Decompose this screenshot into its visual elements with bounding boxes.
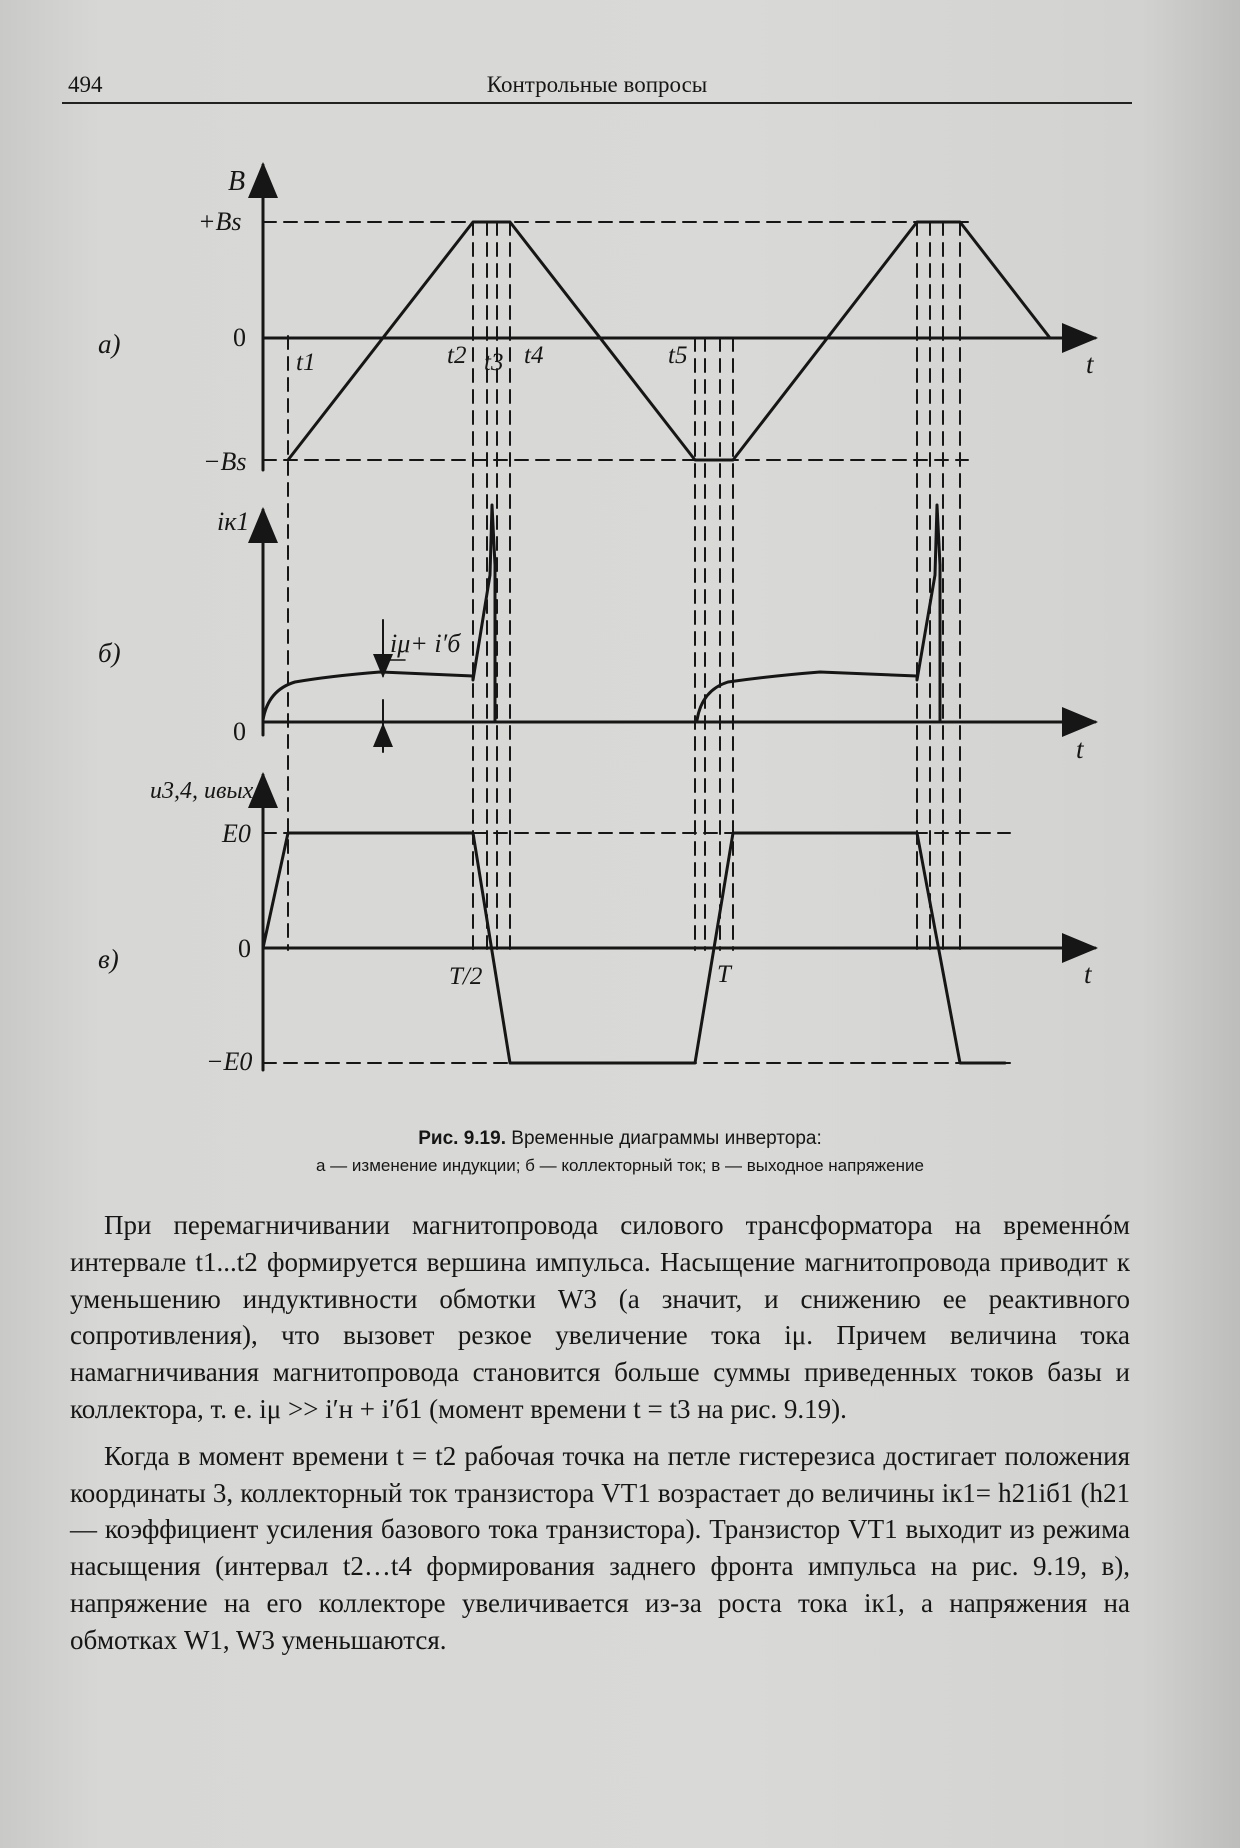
panel-a-x-axis-label: t (1086, 349, 1094, 379)
collector-current-pulse-1 (263, 505, 495, 722)
body-text (70, 1207, 1130, 1669)
time-label-t5: t5 (668, 342, 688, 369)
panel-c-tick-minus-e0: −E0 (206, 1047, 253, 1076)
panel-c-x-axis-label: t (1084, 959, 1092, 989)
time-label-t1: t1 (296, 349, 316, 376)
panel-a-tick-plus-bs: +Bs (198, 207, 242, 236)
figure-caption (90, 1128, 1150, 1150)
panel-c-tick-zero: 0 (238, 934, 251, 963)
figure-number: Рис. 9.19. (418, 1128, 506, 1149)
panel-b-y-axis-label: iк1 (217, 507, 250, 536)
induction-waveform (288, 222, 1050, 460)
panel-a-tick-zero: 0 (233, 323, 246, 352)
figure-title: Временные диаграммы инвертора: (511, 1128, 822, 1149)
running-title: Контрольные вопросы (486, 72, 708, 97)
panel-c-y-axis-label: u3,4, uвых (150, 778, 254, 804)
panel-a-label: а) (98, 329, 121, 359)
paragraph: Когда в момент времени t = t2 рабочая точка на петле гистерезиса достигает положения координаты 3, коллекторный ток транзистора VT1 возрастает до величины iк1= h21iб1 (h21 — коэффициент усиления базового тока транзистора). Транзистор VT1 выходит из режима насыщения (интервал t2…t4 формирования заднего фронта импульса на рис. 9.19, в), напряжение на его коллекторе увеличивается из-за роста тока iк1, а напряжения на обмотках W1, W3 уменьшаются. (70, 1440, 1130, 1655)
time-label-t3: t3 (484, 349, 504, 376)
time-label-t4: t4 (524, 342, 544, 369)
panel-b-tick-zero: 0 (233, 717, 246, 746)
panel-c-tick-e0: E0 (222, 819, 251, 848)
panel-c-label: в) (98, 944, 119, 974)
panel-a-y-axis-label: B (228, 166, 246, 197)
panel-b-label: б) (98, 638, 121, 668)
time-label-half-period: T/2 (449, 963, 483, 990)
current-annotation-label: iμ+ i′б (390, 629, 461, 658)
figure-subcaption: а — изменение индукции; б — коллекторный ток; в — выходное напряжение (316, 1156, 924, 1175)
panel-b-x-axis-label: t (1076, 734, 1084, 764)
panel-a-tick-minus-bs: −Bs (203, 447, 247, 476)
time-label-t2: t2 (447, 342, 467, 369)
time-label-period: T (717, 961, 731, 988)
page-number: 494 (68, 72, 103, 97)
paragraph: При перемагничивании магнитопровода силового трансформатора на временнóм интервале t1...t2 формируется вершина импульса. Насыщение магнитопровода приводит к уменьшению индуктивности обмотки W3 (а значит, и снижению ее реактивного сопротивления), что вызовет резкое увеличение тока iμ. Причем величина тока намагничивания магнитопровода становится больше суммы приведенных токов базы и коллектора, т. е. iμ >> i′н + i′б1 (момент времени t = t3 на рис. 9.19). (70, 1210, 1130, 1424)
